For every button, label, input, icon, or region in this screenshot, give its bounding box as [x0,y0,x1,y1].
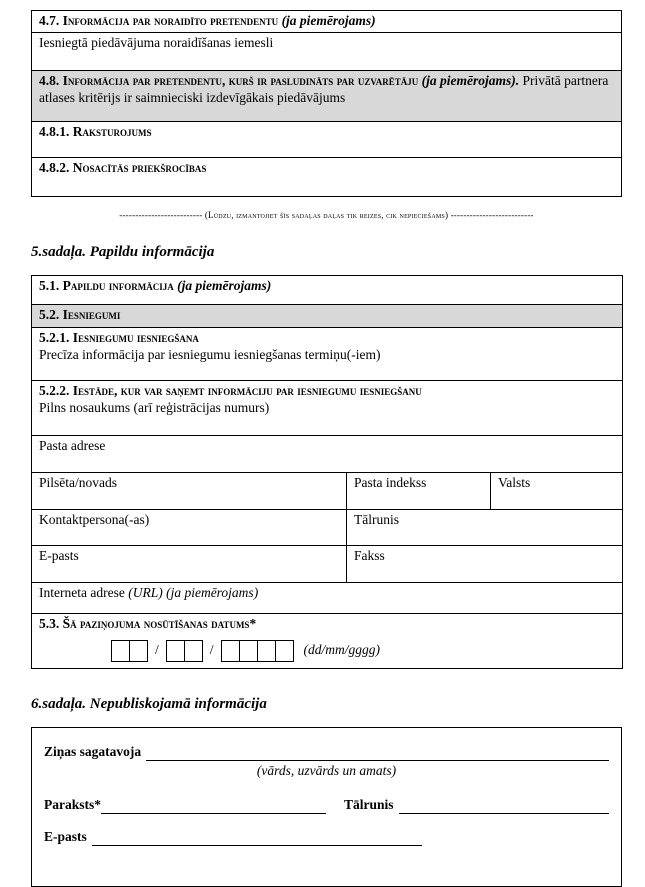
row-4-7-header [32,11,622,33]
internet-address-applicable-note: (ja piemērojams) [166,584,259,600]
row-4-7-applicable-note: (ja piemērojams) [281,13,376,28]
date-cell [166,640,185,662]
row-4-8-2-title: 4.8.2. Nosacītās priekšrocības [39,159,207,175]
table-row [32,380,623,435]
row-4-8-1-title: 4.8.1. Raksturojums [39,123,152,139]
date-cell [221,640,240,662]
row-5-1-applicable-note: (ja piemērojams) [177,277,272,293]
date-year-boxes [221,640,294,662]
table-row [32,11,622,33]
date-cell [130,640,148,662]
row-5-1-title: 5.1. Papildu informācija [39,277,174,293]
row-4-7-title: 4.7. Informācija par noraidīto pretendentu [39,13,279,28]
date-slash: / [209,642,214,658]
row-4-8-2 [32,157,622,196]
section-6-table [31,727,622,887]
date-cell [240,640,258,662]
rejection-reasons-label: Iesniegtā piedāvājuma noraidīšanas iemesli [39,34,274,50]
row-4-7-body [32,32,622,70]
table-row [32,121,622,157]
row-5-2-header [32,304,623,327]
phone-cell [347,509,623,545]
section-4-table [31,10,622,197]
internet-address-cell [32,582,623,613]
row-4-8-applicable-note: (ja piemērojams). [421,72,520,88]
non-public-info-cell [32,727,622,886]
date-cell [276,640,294,662]
prepared-by-row [44,744,609,761]
table-row [32,157,622,196]
table-row [32,275,623,304]
date-month-boxes [166,640,203,662]
row-4-8-criterion-text: Privātā partnera atlases kritērijs ir saimnieciski izdevīgākais piedāvājums [39,72,609,105]
section-6-heading: 6.sadaļa. Nepubliskojamā informācija [31,695,267,712]
date-slash: / [155,642,159,658]
table-row [32,472,623,509]
contact-email-line [92,831,422,846]
date-cell [185,640,203,662]
section-5-heading: 5.sadaļa. Papildu informācija [31,244,215,261]
country-label: Valsts [498,474,531,490]
row-5-3-title: 5.3. Šā paziņojuma nosūtīšanas datums* [39,615,257,631]
row-5-2-title: 5.2. Iesniegumi [39,306,121,322]
postal-address-cell [32,435,623,472]
email-label: E-pasts [39,547,79,563]
phone-label: Tālrunis [354,511,399,527]
table-row [32,582,623,613]
signature-label: Paraksts* [44,797,101,813]
contact-phone-line [399,799,609,814]
row-4-8-header [32,70,622,121]
fax-label: Fakss [354,547,385,563]
repeat-section-note: -------------------------- (Lūdzu, izmantojiet šīs sadaļas daļas tik reizes, cik nepieciešams) -------------------------- [119,209,534,220]
table-row [32,435,623,472]
date-cell [111,640,130,662]
date-cell [258,640,276,662]
contact-phone-label: Tālrunis [344,797,394,813]
signature-line [101,799,326,814]
contact-person-cell [32,509,347,545]
postal-code-label: Pasta indekss [354,474,427,490]
country-cell [491,472,623,509]
city-label: Pilsēta/novads [39,474,117,490]
prepared-by-label: Ziņas sagatavoja [44,743,142,759]
row-5-3-dispatch-date [32,613,623,668]
row-5-2-1 [32,327,623,380]
postal-code-cell [347,472,491,509]
signature-phone-row [44,797,609,814]
url-abbrev: (URL) [128,584,163,600]
contact-person-label: Kontaktpersona(-as) [39,511,150,527]
row-4-8-title: 4.8. Informācija par pretendentu, kurš ir pasludināts par uzvarētāju [39,72,419,88]
dispatch-date-boxes [111,640,615,662]
table-row [32,613,623,668]
prepared-by-hint: (vārds, uzvārds un amats) [256,762,397,778]
city-cell [32,472,347,509]
row-5-2-1-body: Precīza informācija par iesniegumu iesniegšanas termiņu(-iem) [39,346,381,362]
table-row [32,32,622,70]
date-format-hint: (dd/mm/gggg) [303,642,381,658]
prepared-by-line [146,746,609,761]
contact-email-label: E-pasts [44,829,87,845]
email-row [44,829,609,846]
row-5-1-header [32,275,623,304]
internet-address-label: Interneta adrese [39,584,125,600]
row-4-8-1 [32,121,622,157]
table-row [32,545,623,582]
row-5-2-2 [32,380,623,435]
table-row [32,727,622,886]
row-5-2-2-title: 5.2.2. Iestāde, kur var saņemt informāciju par iesniegumu iesniegšanu [39,382,422,398]
row-5-2-1-title: 5.2.1. Iesniegumu iesniegšana [39,329,199,345]
table-row [32,70,622,121]
email-cell [32,545,347,582]
postal-address-label: Pasta adrese [39,437,106,453]
table-row [32,509,623,545]
date-day-boxes [111,640,148,662]
table-row [32,327,623,380]
row-5-2-2-body: Pilns nosaukums (arī reģistrācijas numurs) [39,399,270,415]
table-row [32,304,623,327]
fax-cell [347,545,623,582]
section-5-table [31,275,623,669]
